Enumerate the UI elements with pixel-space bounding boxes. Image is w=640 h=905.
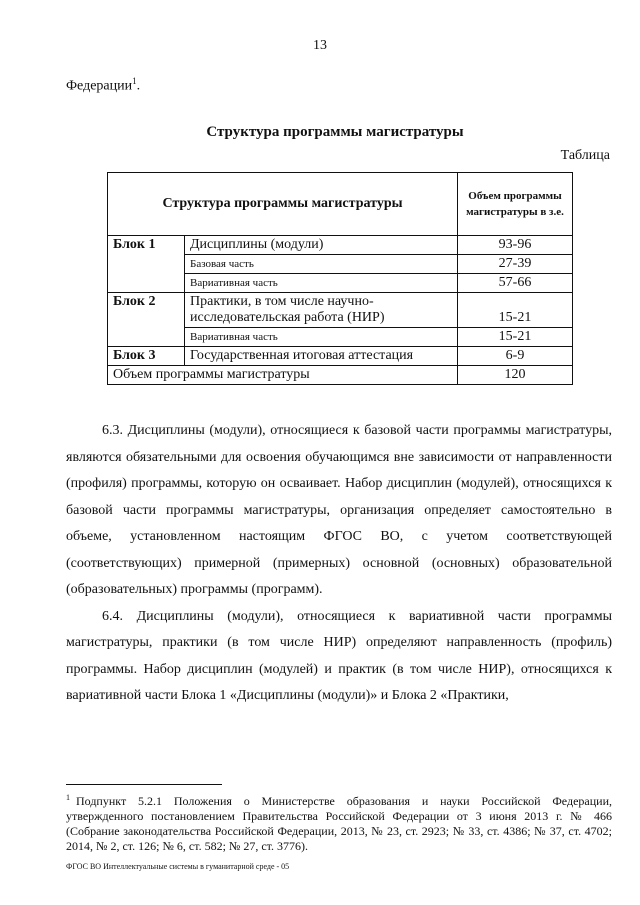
block3-label: Блок 3 <box>108 347 185 366</box>
lead-period: . <box>136 78 141 94</box>
total-value: 120 <box>458 366 573 385</box>
block2-variative-label: Вариативная часть <box>185 328 458 347</box>
page-number: 13 <box>313 38 327 53</box>
paragraph-6-4: 6.4. Дисциплины (модули), относящиеся к вариативной части программы магистратуры, практики (в том числе НИР) определяют направленность (профиль) программы. Набор дисциплин (модулей) и практик (в том числе НИР), относящихся к вариативной части Блока 1 «Дисциплины (модули)» и Блока 2 «Практики, <box>66 608 612 703</box>
table-row <box>108 293 573 328</box>
block2-label: Блок 2 <box>108 293 185 347</box>
table-row <box>108 236 573 255</box>
block1-base-value: 27-39 <box>458 255 573 274</box>
footnote-text: Подпункт 5.2.1 Положения о Министерстве образования и науки Российской Федерации, утвержденного постановлением Правительства Российской Федерации от 3 июня 2013 г. № 466 (Собрание законодательства Российской Федерации, 2013, № 23, ст. 2923; № 33, ст. 4386; № 37, ст. 4702; 2014, № 2, ст. 126; № 6, ст. 582; № 27, ст. 3776). <box>66 794 612 853</box>
block2-value: 15-21 <box>458 293 573 328</box>
body-text <box>66 418 612 710</box>
block1-value: 93-96 <box>458 236 573 255</box>
footnote-reference[interactable]: 1 <box>132 76 137 86</box>
lead-text <box>66 76 140 95</box>
table-header-row <box>108 173 573 236</box>
lead-word: Федерации <box>66 78 133 94</box>
program-structure-table <box>107 172 573 385</box>
block1-base-label: Базовая часть <box>185 255 458 274</box>
block2-title: Практики, в том числе научно-исследовательская работа (НИР) <box>185 293 458 328</box>
page-footer: ФГОС ВО Интеллектуальные системы в гуманитарной среде - 05 <box>66 862 290 871</box>
block3-value: 6-9 <box>458 347 573 366</box>
block2-variative-value: 15-21 <box>458 328 573 347</box>
block1-title: Дисциплины (модули) <box>185 236 458 255</box>
header-structure: Структура программы магистратуры <box>108 173 458 236</box>
total-label: Объем программы магистратуры <box>108 366 458 385</box>
block1-label: Блок 1 <box>108 236 185 293</box>
table-row <box>108 347 573 366</box>
table-total-row <box>108 366 573 385</box>
header-volume: Объем программы магистратуры в з.е. <box>458 173 573 236</box>
paragraph-6-3: 6.3. Дисциплины (модули), относящиеся к базовой части программы магистратуры, являются обязательными для освоения обучающимся вне зависимости от направленности (профиля) программы, которую он осваивает. Набор дисциплин (модулей), относящихся к базовой части программы магистратуры, организация определяет самостоятельно в объеме, установленном настоящим ФГОС ВО, с учетом соответствующей (соответствующих) примерной (примерных) основной (основных) образовательной (образовательных) программы (программ). <box>66 423 612 597</box>
block1-variative-value: 57-66 <box>458 274 573 293</box>
footnote <box>66 790 612 854</box>
block1-variative-label: Вариативная часть <box>185 274 458 293</box>
footnote-divider <box>66 784 222 785</box>
table-caption: Таблица <box>560 148 610 163</box>
section-title: Структура программы магистратуры <box>206 124 464 140</box>
footnote-mark: 1 <box>66 793 70 802</box>
block3-title: Государственная итоговая аттестация <box>185 347 458 366</box>
